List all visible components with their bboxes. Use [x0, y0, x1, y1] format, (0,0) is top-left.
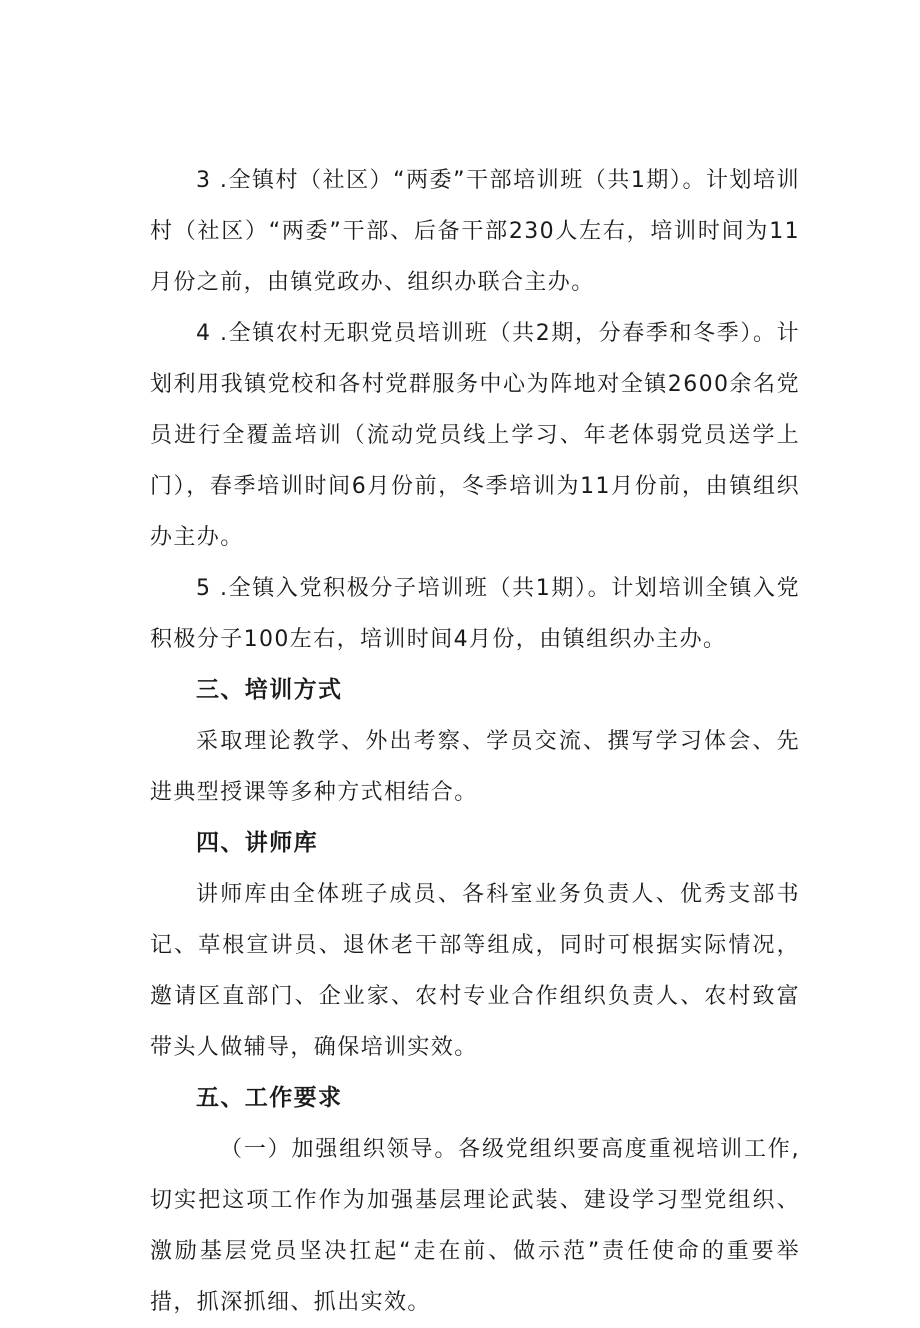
section-heading-lecturer-pool: 四、讲师库 [196, 830, 318, 856]
document-body [150, 155, 800, 1328]
paragraph-item-4-member-training: 4 .全镇农村无职党员培训班（共2期，分春季和冬季）。计划利用我镇党校和各村党群服务中心为阵地对全镇2600余名党员进行全覆盖培训（流动党员线上学习、年老体弱党员送学上门），春季培训时间6月份前，冬季培训为11月份前，由镇组织办主办。 [150, 321, 800, 550]
paragraph-item-3-cadre-training: 3 .全镇村（社区）“两委”干部培训班（共1期）。计划培训村（社区）“两委”干部、后备干部230人左右，培训时间为11月份之前，由镇党政办、组织办联合主办。 [150, 168, 800, 295]
section-heading-training-methods: 三、培训方式 [196, 677, 343, 703]
section-heading-work-requirements: 五、工作要求 [196, 1085, 343, 1111]
paragraph-lecturer-pool: 讲师库由全体班子成员、各科室业务负责人、优秀支部书记、草根宣讲员、退休老干部等组成，同时可根据实际情况，邀请区直部门、企业家、农村专业合作组织负责人、农村致富带头人做辅导，确保培训实效。 [150, 882, 800, 1060]
paragraph-work-requirements-1: （一）加强组织领导。各级党组织要高度重视培训工作,切实把这项工作作为加强基层理论武装、建设学习型党组织、激励基层党员坚决扛起“走在前、做示范”责任使命的重要举措，抓深抓细、抓出实效。 [150, 1137, 800, 1315]
paragraph-training-methods: 采取理论教学、外出考察、学员交流、撰写学习体会、先进典型授课等多种方式相结合。 [150, 729, 800, 805]
paragraph-item-5-activist-training: 5 .全镇入党积极分子培训班（共1期）。计划培训全镇入党积极分子100左右，培训时间4月份，由镇组织办主办。 [150, 576, 800, 652]
